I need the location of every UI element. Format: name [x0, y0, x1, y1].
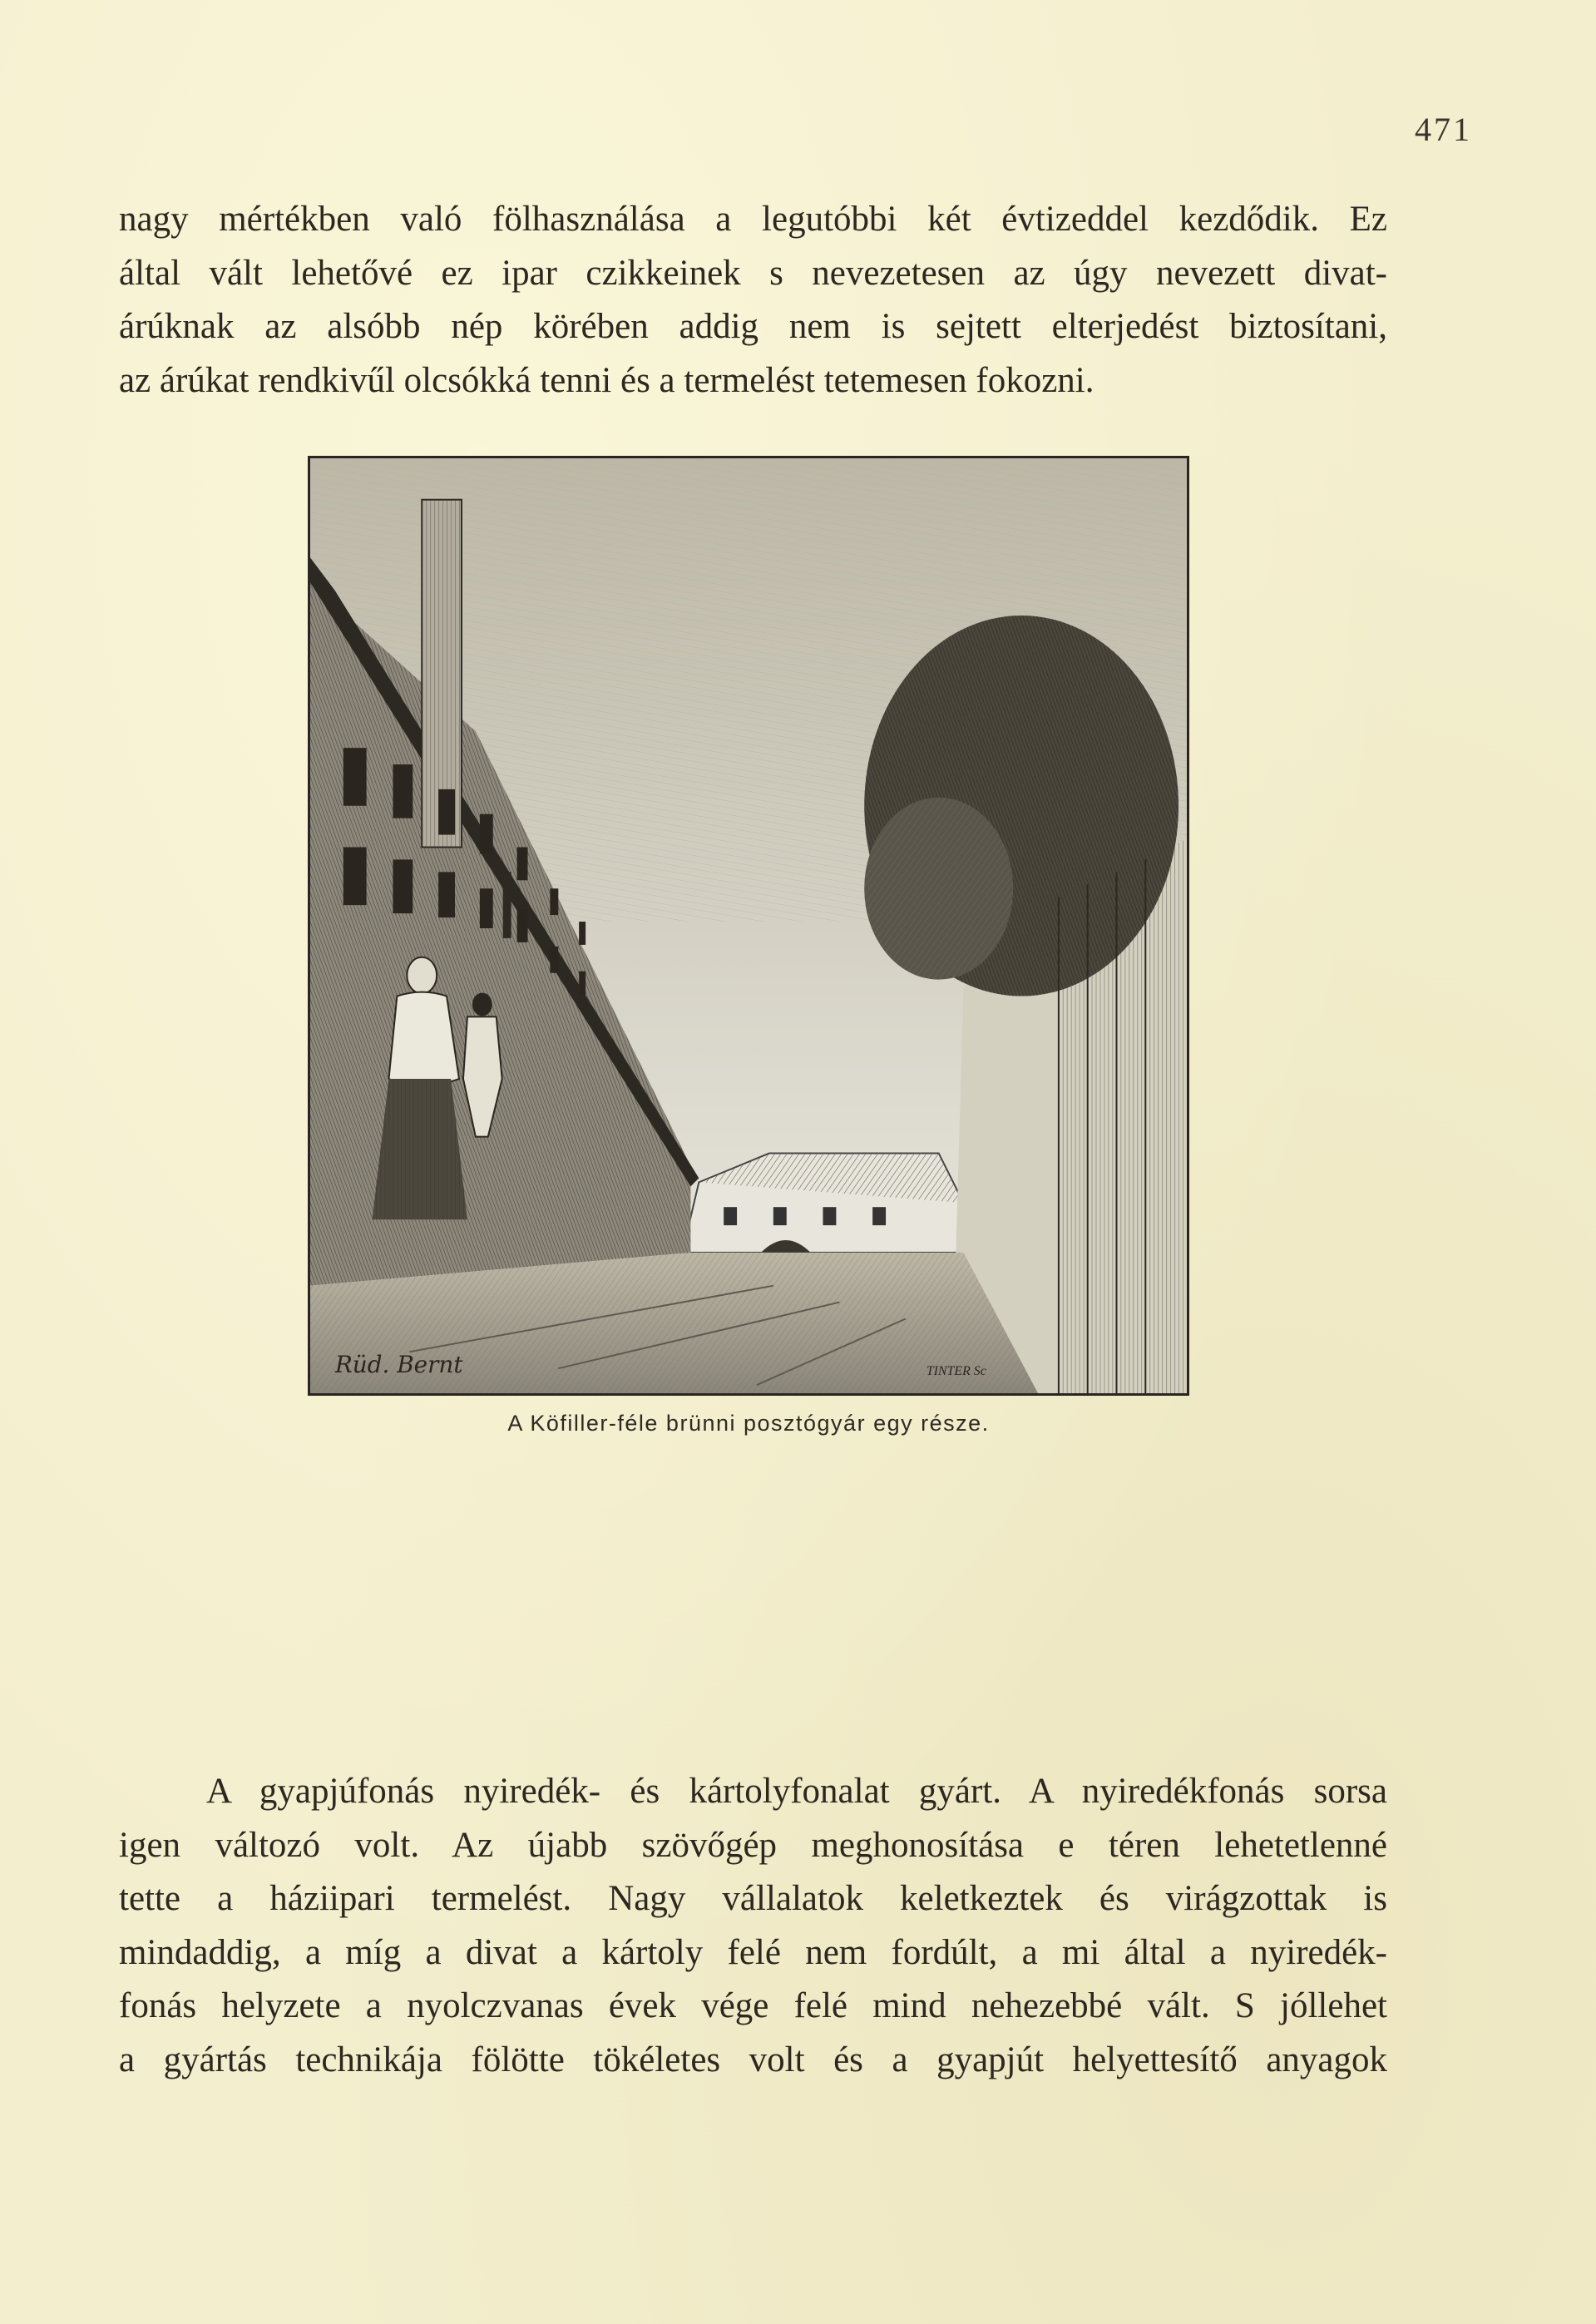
- paragraph-line: a gyártás technikája fölötte tökéletes volt és a gyapjút helyettesítő anyagok: [119, 2040, 1387, 2079]
- paragraph-line: árúknak az alsóbb nép körében addig nem is sejtett elterjedést biztosítani,: [119, 307, 1387, 346]
- page-number: 471: [1415, 111, 1472, 148]
- paragraph-line: által vált lehetővé ez ipar czikkeinek s nevezetesen az úgy nevezett divat-: [119, 253, 1387, 293]
- engraver-signature-left: Rüd. Bernt: [334, 1351, 463, 1379]
- bottom-paragraph: [119, 1765, 1387, 2087]
- top-paragraph: [119, 193, 1387, 408]
- paragraph-line: mindaddig, a míg a divat a kártoly felé nem fordúlt, a mi által a nyiredék-: [119, 1932, 1387, 1972]
- engraver-signature-right: TINTER Sc: [926, 1364, 986, 1379]
- paragraph-line: A gyapjúfonás nyiredék- és kártolyfonalat gyárt. A nyiredékfonás sorsa: [206, 1772, 1387, 1811]
- figure-caption: A Köfiller-féle brünni posztógyár egy része.: [507, 1411, 990, 1436]
- paragraph-line: az árúkat rendkivűl olcsókká tenni és a termelést tetemesen fokozni.: [119, 360, 1094, 400]
- paragraph-line: igen változó volt. Az újabb szövőgép meghonosítása e téren lehetetlenné: [119, 1825, 1387, 1865]
- paragraph-line: tette a háziipari termelést. Nagy vállalatok keletkeztek és virágzottak is: [119, 1879, 1387, 1918]
- paragraph-line: fonás helyzete a nyolczvanas évek vége felé mind nehezebbé vált. S jóllehet: [119, 1986, 1387, 2025]
- engraving-illustration: [308, 456, 1189, 1396]
- paragraph-line: nagy mértékben való fölhasználása a legutóbbi két évtizeddel kezdődik. Ez: [119, 200, 1387, 239]
